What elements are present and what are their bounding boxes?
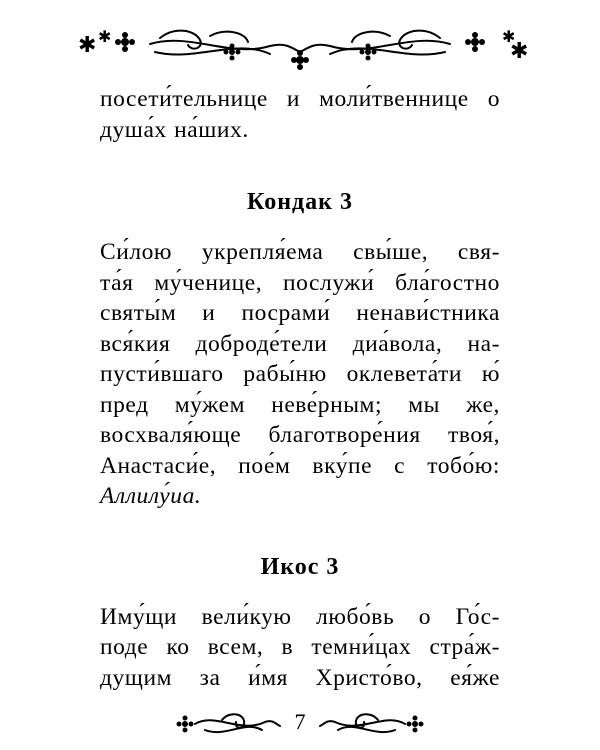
kondak-paragraph: [100, 237, 500, 512]
text-line: Анастаси́е, пое́м вку́пе с тобо́ю:: [100, 452, 500, 479]
alleluia-refrain: Аллилу́иа.: [100, 483, 202, 509]
page-number: 7: [294, 709, 306, 734]
top-ornament: [0, 12, 600, 72]
svg-text:✱: ✱: [510, 39, 529, 64]
page-content: [100, 84, 500, 693]
text-line: поде ко всем, в темни́цах стра́ж-: [100, 634, 500, 660]
text-line: посети́тельнице и моли́твеннице о: [100, 86, 500, 112]
ikos-paragraph: [100, 602, 500, 694]
text-line: [100, 481, 500, 512]
text-line: восхваля́юще благотворе́ния твоя́,: [100, 422, 500, 448]
svg-text:✱: ✱: [502, 27, 516, 46]
text-line: святы́м и посрами́ ненави́стника: [100, 300, 500, 326]
text-line: душа́х на́ших.: [100, 116, 249, 143]
text-line: вся́кия доброде́тели диа́вола, на-: [100, 330, 500, 357]
text-line: Иму́щи вели́кую любо́вь о Го́с-: [100, 603, 500, 630]
svg-text:✱: ✱: [78, 33, 97, 58]
text-line: дущим за и́мя Христо́во, ея́же: [100, 664, 500, 691]
intro-paragraph: [100, 84, 500, 145]
svg-text:✱: ✱: [98, 27, 112, 46]
text-line: Си́лою укрепля́ема свы́ше, свя-: [100, 239, 500, 265]
text-line: та́я му́ченице, послужи́ бла́гостно: [100, 269, 500, 296]
kondak-heading: Кондак 3: [246, 189, 353, 215]
text-line: пред му́жем неве́рным; мы же,: [100, 391, 500, 418]
text-line: пусти́вшаго рабы́ню оклевета́ти ю́: [100, 361, 500, 387]
ikos-heading: Икос 3: [260, 553, 340, 580]
